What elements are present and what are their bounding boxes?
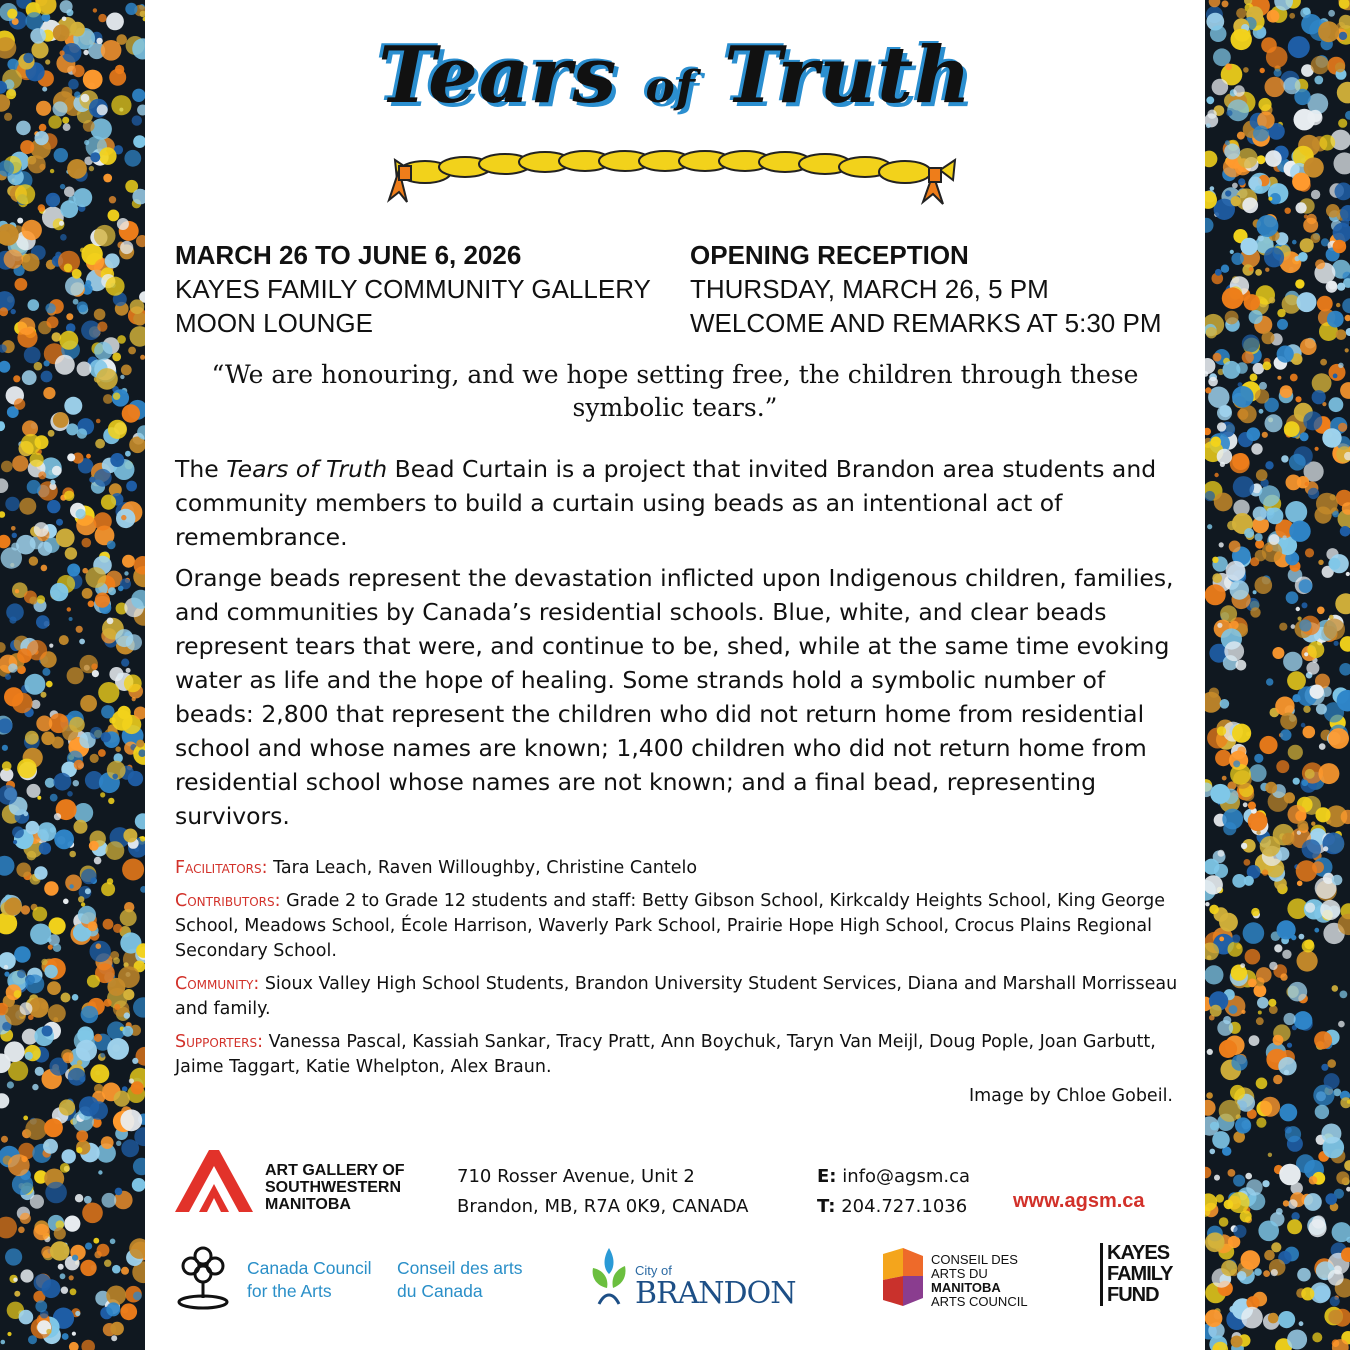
sponsor-text: FAMILY [1107, 1263, 1173, 1285]
title-word-tears: Tears [378, 30, 618, 121]
venue-line-1: KAYES FAMILY COMMUNITY GALLERY [175, 274, 651, 304]
email-link[interactable]: info@agsm.ca [842, 1166, 971, 1187]
canada-council-icon [175, 1244, 231, 1310]
address-line: 710 Rosser Avenue, Unit 2 [457, 1166, 695, 1187]
sponsor-text: MANITOBA [931, 1280, 1001, 1295]
sponsor-text: FUND [1107, 1284, 1159, 1306]
gallery-address [457, 1162, 748, 1222]
venue-line-2: MOON LOUNGE [175, 308, 373, 338]
agsm-logo-icon [175, 1146, 259, 1212]
sponsor-text: Conseil des arts [397, 1258, 523, 1278]
credit-label: Facilitators: [175, 858, 268, 878]
bead-curtain-photo-right [1205, 0, 1350, 1350]
gallery-name-line: MANITOBA [265, 1196, 351, 1213]
sponsor-text: Canada Council [247, 1258, 372, 1278]
reception-heading: OPENING RECEPTION [690, 240, 969, 270]
intro-text-start: The [175, 455, 227, 483]
credit-names: Tara Leach, Raven Willoughby, Christine Cantelo [273, 858, 698, 878]
date-range: MARCH 26 TO JUNE 6, 2026 [175, 240, 522, 270]
sponsor-text: for the Arts [247, 1281, 332, 1301]
credit-names: Grade 2 to Grade 12 students and staff: Betty Gibson School, Kirkcaldy Heights School, King George School, Meadows School, École Harrison, Waverly Park School, Prairie Hope High School, Crocus Plains Regional Secondary School. [175, 891, 1166, 961]
opening-reception-block [690, 238, 1162, 340]
intro-text-end: Bead Curtain is a project that invited Brandon area students and community members to build a curtain using beads as an intentional act of remembrance. [175, 455, 1157, 551]
credit-label: Contributors: [175, 891, 281, 911]
sponsor-text: ARTS DU [931, 1266, 988, 1281]
sponsor-text: ARTS COUNCIL [931, 1294, 1028, 1309]
credits-list [175, 856, 1185, 1088]
title-word-of: of [645, 62, 696, 113]
brandon-wordmark: BRANDON [635, 1276, 796, 1311]
credit-label: Supporters: [175, 1032, 264, 1052]
gallery-name [265, 1162, 405, 1213]
intro-paragraph [175, 452, 1175, 554]
manitoba-arts-council-name [931, 1253, 1028, 1309]
content-panel [145, 0, 1205, 1350]
exhibition-dates-block [175, 238, 651, 340]
title-word-truth: Truth [723, 30, 972, 121]
manitoba-arts-council-icon [881, 1246, 925, 1308]
credit-facilitators [175, 856, 1185, 881]
image-credit: Image by Chloe Gobeil. [968, 1086, 1173, 1106]
credit-names: Sioux Valley High School Students, Brandon University Student Services, Diana and Marshall Morrisseau and family. [175, 974, 1178, 1019]
city-of-brandon-leaf-icon [585, 1244, 633, 1310]
sponsor-text: du Canada [397, 1281, 483, 1301]
sponsor-text: CONSEIL DES [931, 1252, 1018, 1267]
bead-curtain-photo-left [0, 0, 145, 1350]
credit-label: Community: [175, 974, 260, 994]
intro-title-italic: Tears of Truth [226, 455, 388, 483]
reception-remarks: WELCOME AND REMARKS AT 5:30 PM [690, 308, 1162, 338]
email-label: E: [817, 1166, 837, 1187]
canada-council-fr [397, 1257, 522, 1303]
credit-names: Vanessa Pascal, Kassiah Sankar, Tracy Pratt, Ann Boychuk, Taryn Van Meijl, Doug Pople, Joan Garbutt, Jaime Taggart, Katie Whelpton, Alex Braun. [175, 1032, 1156, 1077]
canada-council-en [247, 1257, 372, 1303]
description-paragraph: Orange beads represent the devastation inflicted upon Indigenous children, families, and communities by Canada’s residential schools. Blue, white, and clear beads represent tears that were, and continue to be, shed, while at the same time evoking water as life and the hope of healing. Some strands hold a symbolic number of beads: 2,800 that represent the children who did not return home from residential school and whose names are known; 1,400 children who did not return home from residential school whose names are not known; and a final bead, representing survivors. [175, 564, 1174, 830]
address-line: Brandon, MB, R7A 0K9, CANADA [457, 1196, 749, 1217]
braid-icon [385, 140, 965, 210]
gallery-contact [817, 1162, 970, 1222]
credit-supporters [175, 1030, 1185, 1080]
phone-number[interactable]: 204.727.1036 [841, 1196, 968, 1217]
title-logo [375, 30, 975, 210]
credit-contributors [175, 889, 1185, 964]
kayes-family-fund-logo [1100, 1243, 1173, 1306]
brandon-city-of: City of [635, 1263, 672, 1278]
gallery-name-line: SOUTHWESTERN [265, 1179, 401, 1196]
credit-community [175, 972, 1185, 1022]
phone-label: T: [817, 1196, 836, 1217]
pull-quote: “We are honouring, and we hope setting free, the children through these symbolic tears.” [211, 360, 1139, 422]
gallery-name-line: ART GALLERY OF [265, 1162, 405, 1179]
reception-time: THURSDAY, MARCH 26, 5 PM [690, 274, 1049, 304]
website-link[interactable]: www.agsm.ca [1013, 1190, 1145, 1212]
exhibition-title [375, 30, 975, 121]
sponsor-text: KAYES [1107, 1242, 1170, 1264]
